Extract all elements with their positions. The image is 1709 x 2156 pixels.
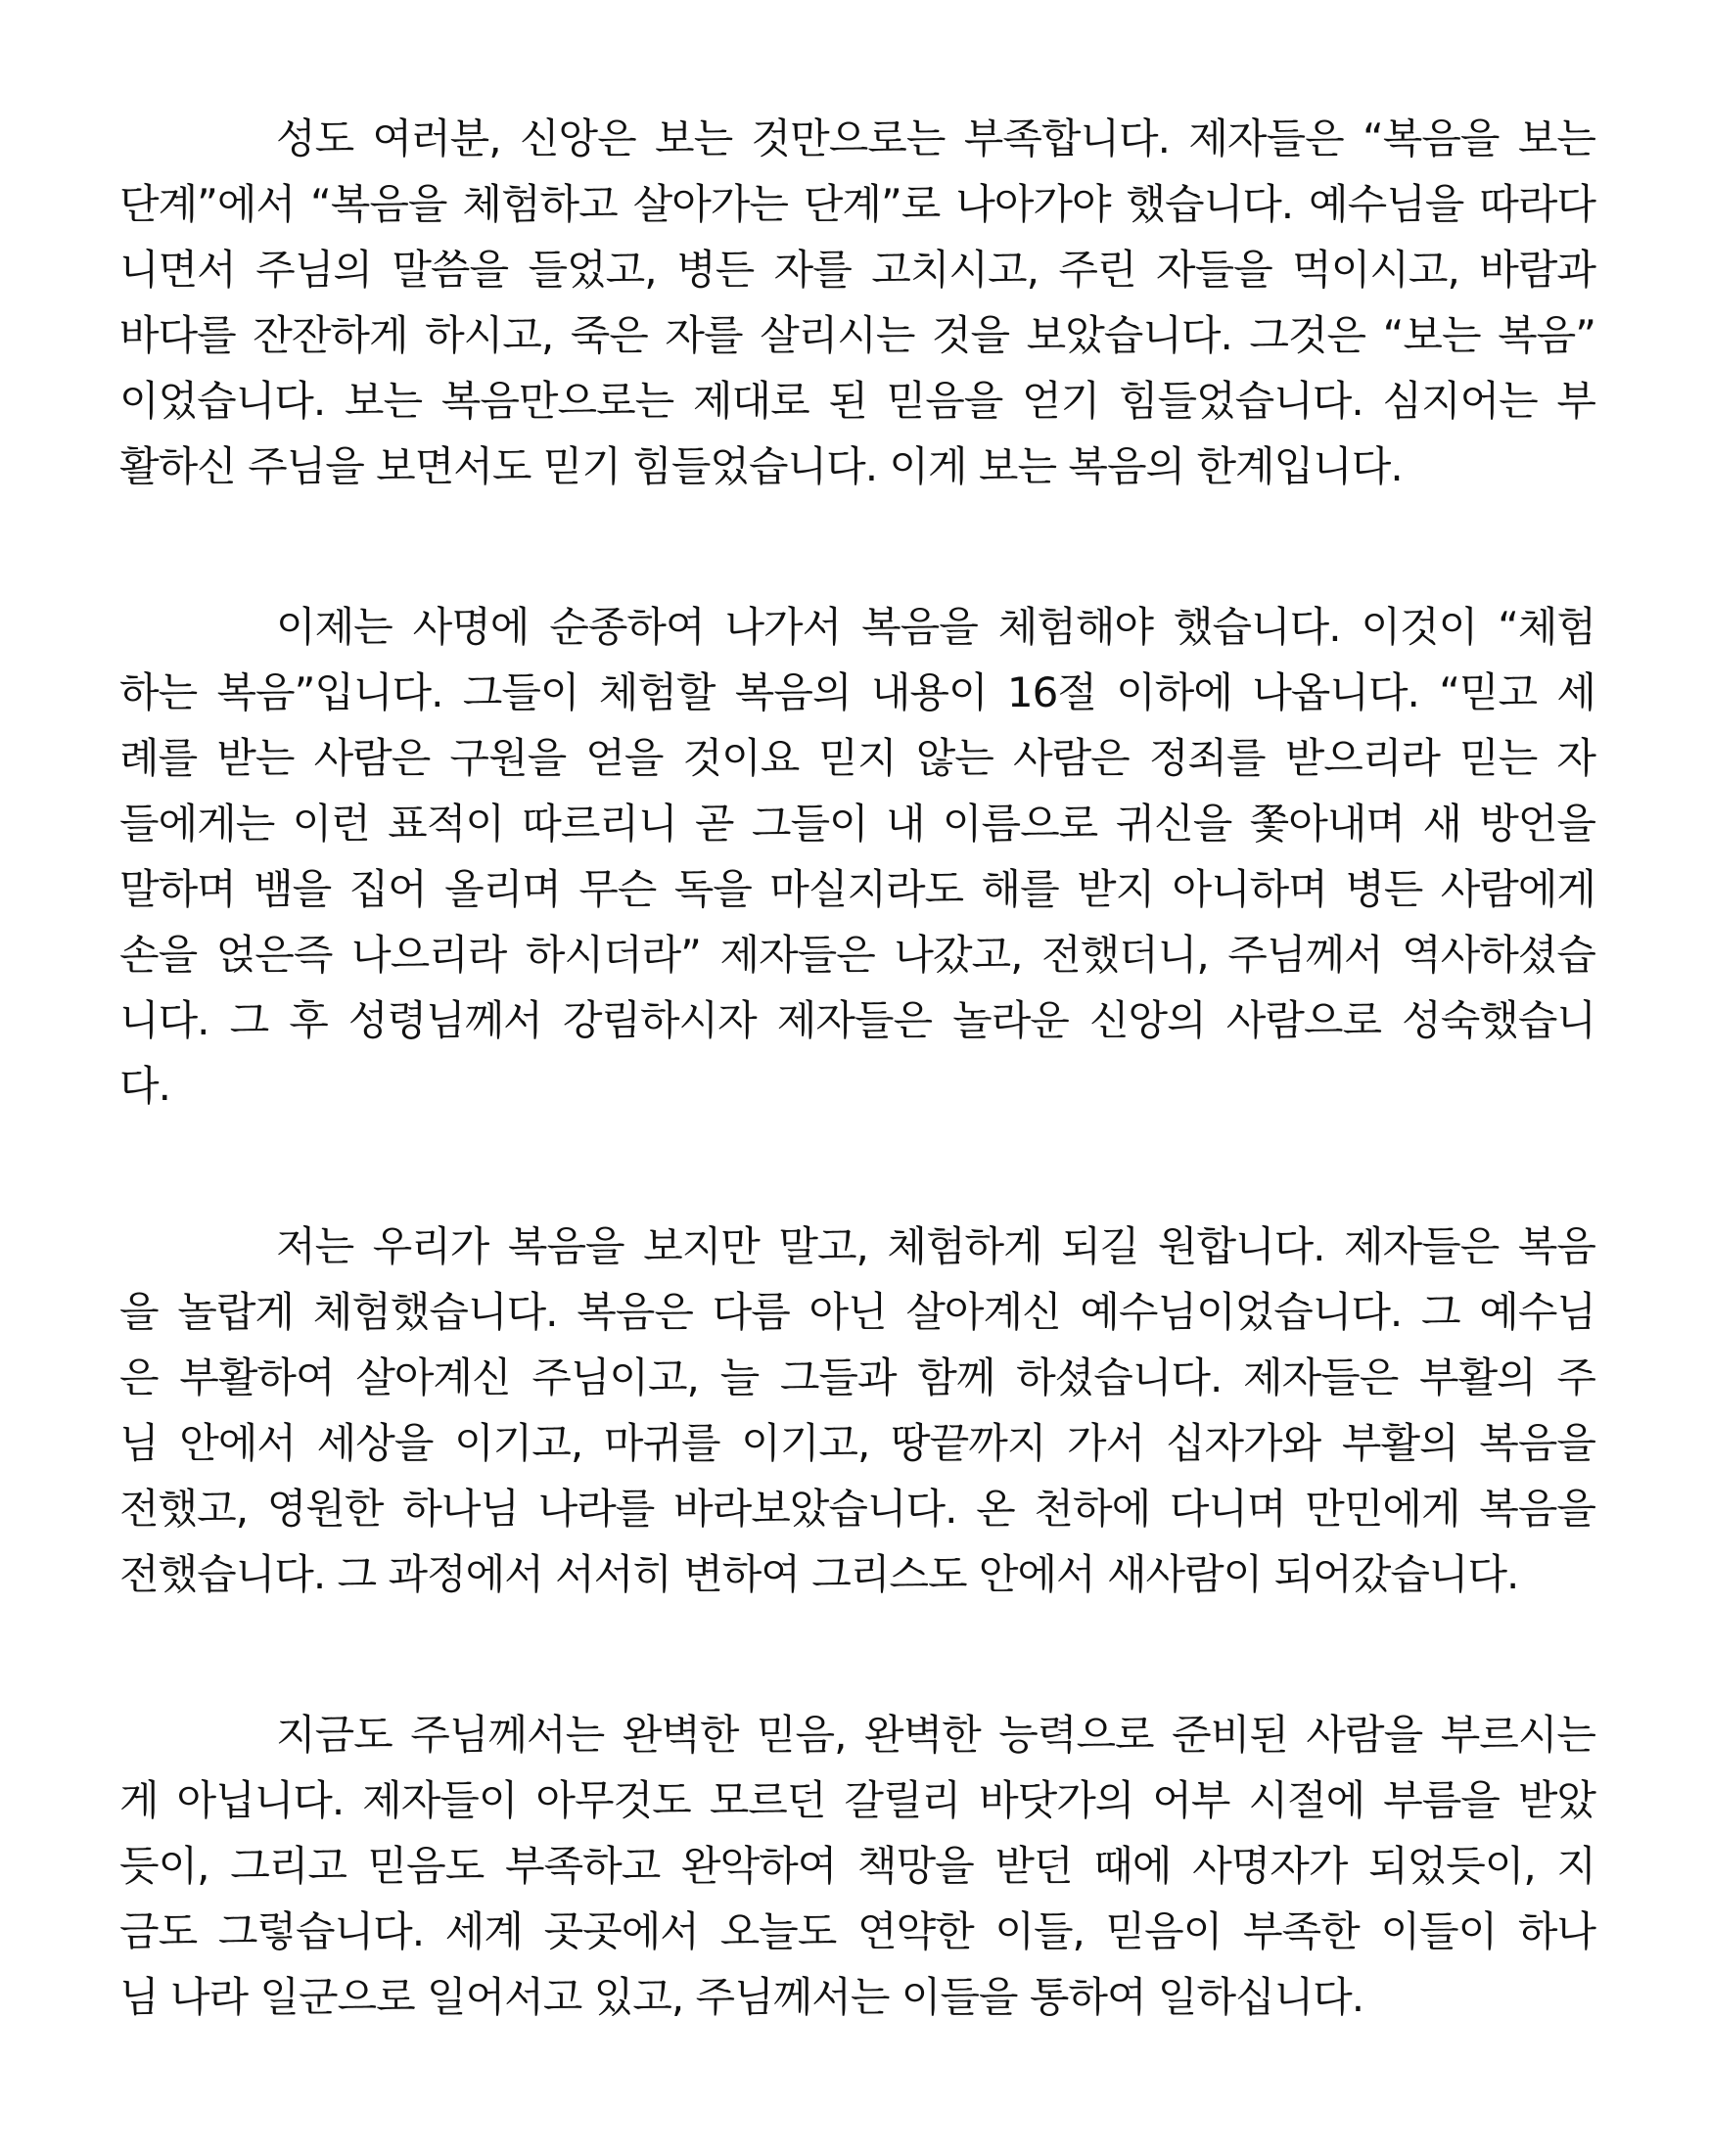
text-line: 니다. 그 후 성령님께서 강림하시자 제자들은 놀라운 신앙의 사람으로 성숙했습니 (119, 996, 1595, 1044)
text-line: 을 놀랍게 체험했습니다. 복음은 다름 아닌 살아계신 예수님이었습니다. 그 예수님 (119, 1288, 1595, 1336)
text-line: 듯이, 그리고 믿음도 부족하고 완악하여 책망을 받던 때에 사명자가 되었듯이, 지 (119, 1842, 1595, 1890)
text-line: 님 나라 일군으로 일어서고 있고, 주님께서는 이들을 통하여 일하십니다. (119, 1973, 1364, 2021)
text-line: 성도 여러분, 신앙은 보는 것만으로는 부족합니다. 제자들은 “복음을 보는 (276, 115, 1595, 162)
text-line: 하는 복음”입니다. 그들이 체험할 복음의 내용이 16절 이하에 나옵니다. “믿고 세 (119, 668, 1595, 716)
text-line: 저는 우리가 복음을 보지만 말고, 체험하게 되길 원합니다. 제자들은 복음 (276, 1222, 1595, 1270)
text-line: 금도 그렇습니다. 세계 곳곳에서 오늘도 연약한 이들, 믿음이 부족한 이들이 하나 (119, 1907, 1595, 1955)
text-line: 단계”에서 “복음을 체험하고 살아가는 단계”로 나아가야 했습니다. 예수님을 따라다 (119, 180, 1595, 228)
text-line: 이었습니다. 보는 복음만으로는 제대로 된 믿음을 얻기 힘들었습니다. 심지어는 부 (119, 377, 1595, 425)
text-line: 들에게는 이런 표적이 따르리니 곧 그들이 내 이름으로 귀신을 쫓아내며 새 방언을 (119, 800, 1595, 848)
text-line: 지금도 주님께서는 완벽한 믿음, 완벽한 능력으로 준비된 사람을 부르시는 (276, 1711, 1595, 1759)
text-line: 은 부활하여 살아계신 주님이고, 늘 그들과 함께 하셨습니다. 제자들은 부활의 주 (119, 1353, 1595, 1401)
text-line: 니면서 주님의 말씀을 들었고, 병든 자를 고치시고, 주린 자들을 먹이시고, 바람과 (119, 246, 1595, 294)
text-line: 말하며 뱀을 집어 올리며 무슨 독을 마실지라도 해를 받지 아니하며 병든 사람에게 (119, 865, 1595, 913)
text-line: 이제는 사명에 순종하여 나가서 복음을 체험해야 했습니다. 이것이 “체험 (276, 603, 1595, 651)
text-line: 례를 받는 사람은 구원을 얻을 것이요 믿지 않는 사람은 정죄를 받으리라 믿는 자 (119, 734, 1595, 782)
paragraph-1 (119, 106, 1595, 499)
text-line: 님 안에서 세상을 이기고, 마귀를 이기고, 땅끝까지 가서 십자가와 부활의 복음을 (119, 1419, 1595, 1467)
text-line: 게 아닙니다. 제자들이 아무것도 모르던 갈릴리 바닷가의 어부 시절에 부름을 받았 (119, 1776, 1595, 1824)
paragraph-4 (119, 1702, 1595, 2030)
text-line: 다. (119, 1062, 170, 1110)
paragraph-2 (119, 594, 1595, 1119)
document-page (119, 106, 1595, 2125)
paragraph-3 (119, 1214, 1595, 1607)
text-line: 바다를 잔잔하게 하시고, 죽은 자를 살리시는 것을 보았습니다. 그것은 “보는 복음” (119, 311, 1595, 359)
text-line: 전했습니다. 그 과정에서 서서히 변하여 그리스도 안에서 새사람이 되어갔습니다. (119, 1550, 1519, 1598)
text-line: 손을 얹은즉 나으리라 하시더라” 제자들은 나갔고, 전했더니, 주님께서 역사하셨습 (119, 931, 1595, 979)
text-line: 전했고, 영원한 하나님 나라를 바라보았습니다. 온 천하에 다니며 만민에게 복음을 (119, 1485, 1595, 1533)
text-line: 활하신 주님을 보면서도 믿기 힘들었습니다. 이게 보는 복음의 한계입니다. (119, 442, 1403, 490)
